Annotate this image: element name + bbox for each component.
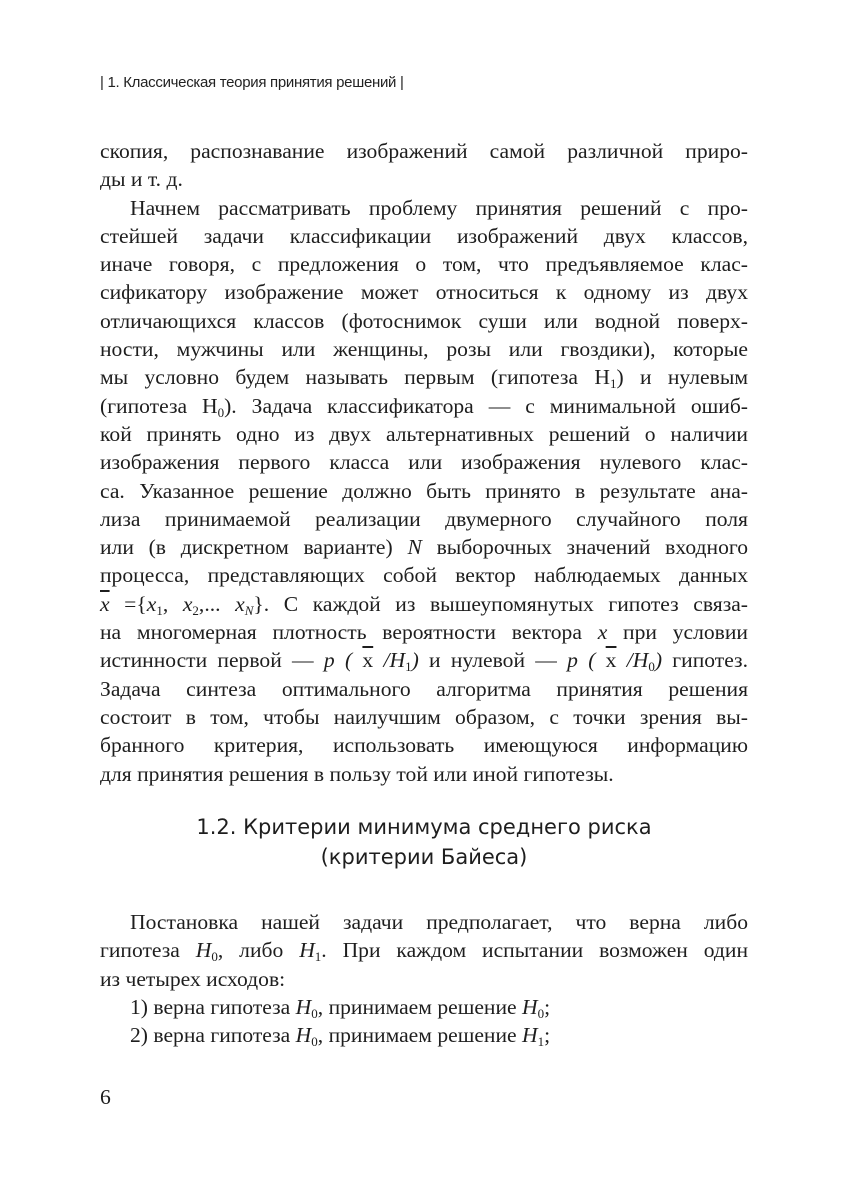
text-line: для принятия решения в пользу той или иной гипотезы. xyxy=(100,761,614,786)
subscript: 0 xyxy=(217,404,225,420)
paragraph-problem xyxy=(100,908,748,1049)
math-variable: H xyxy=(522,994,538,1019)
math-fragment: p ( xyxy=(323,648,363,673)
math-variable: H xyxy=(295,1023,312,1048)
subscript: 1 xyxy=(405,659,412,675)
text-line: са. Указанное решение должно быть принято в результате ана- xyxy=(100,478,748,503)
text-line xyxy=(100,618,748,646)
text-fragment: ) и нулевым xyxy=(616,365,748,390)
subscript: N xyxy=(244,602,254,618)
list-item xyxy=(100,993,748,1021)
text-fragment: выборочных значений входного xyxy=(421,535,748,560)
paragraph-continuation xyxy=(100,137,748,194)
text-line: скопия, распознавание изображений самой различной приро- xyxy=(100,139,748,163)
text-fragment: ={ xyxy=(109,591,147,616)
text-line: стейшей задачи классификации изображений двух классов, xyxy=(100,223,748,248)
math-variable: x xyxy=(146,591,157,616)
subscript: 0 xyxy=(537,1005,545,1021)
text-line xyxy=(100,646,748,674)
subscript: 2 xyxy=(192,602,199,618)
text-line: изображения первого класса или изображения нулевого клас- xyxy=(100,450,748,475)
text-line: из четырех исходов: xyxy=(100,966,286,991)
section-heading xyxy=(100,812,748,872)
text-fragment: ). Задача классификатора — с минимальной ошиб- xyxy=(224,393,748,418)
list-item xyxy=(100,1021,748,1049)
text-fragment: ; xyxy=(544,994,551,1019)
math-variable: H xyxy=(195,938,212,963)
text-line: бранного критерия, использовать имеющуюся информацию xyxy=(100,733,748,758)
text-fragment: гипотез. xyxy=(662,648,748,673)
math-fragment: ) xyxy=(654,648,663,673)
text-fragment: }. С каждой из вышеупомянутых гипотез связа- xyxy=(253,591,748,616)
subscript: 0 xyxy=(211,949,218,965)
running-head: | 1. Классическая теория принятия решений | xyxy=(100,74,404,91)
text-fragment: , xyxy=(162,591,183,616)
text-fragment: 2) верна гипотеза xyxy=(130,1023,296,1048)
text-fragment: истинности первой — xyxy=(100,648,324,673)
math-variable: H xyxy=(295,994,312,1019)
text-line: иначе говоря, с предложения о том, что предъявляемое клас- xyxy=(100,252,748,277)
text-line xyxy=(100,590,748,618)
text-fragment: , принимаем решение xyxy=(317,1023,523,1048)
text-line: Задача синтеза оптимального алгоритма принятия решения xyxy=(100,676,748,701)
text-line: ности, мужчины или женщины, розы или гвоздики), которые xyxy=(100,337,748,362)
text-line xyxy=(100,363,748,391)
math-fragment: /H xyxy=(616,648,649,673)
text-fragment: и нулевой — xyxy=(418,648,568,673)
text-fragment: . При каждом испытании возможен один xyxy=(321,938,748,963)
text-line xyxy=(100,533,748,561)
text-line: процесса, представляющих собой вектор наблюдаемых данных xyxy=(100,563,748,588)
subscript: 1 xyxy=(314,949,322,965)
text-line xyxy=(100,936,748,964)
subscript: 1 xyxy=(537,1034,545,1050)
page-number: 6 xyxy=(100,1085,111,1109)
text-fragment: ; xyxy=(544,1023,551,1048)
text-line: лиза принимаемой реализации двумерного случайного поля xyxy=(100,506,748,531)
text-fragment: на многомерная плотность вероятности вектора xyxy=(100,620,598,645)
math-vector: $\overline{x}$ xyxy=(362,648,374,673)
text-fragment: при условии xyxy=(607,620,748,645)
text-fragment: или (в дискретном варианте) xyxy=(100,535,408,560)
text-line: состоит в том, чтобы наилучшим образом, с точки зрения вы- xyxy=(100,704,748,729)
text-fragment: гипотеза xyxy=(100,938,196,963)
math-variable: H xyxy=(522,1023,538,1048)
text-line: Начнем рассматривать проблему принятия решений с про- xyxy=(130,195,748,220)
subscript: 1 xyxy=(609,376,617,392)
section-heading-line: 1.2. Критерии минимума среднего риска xyxy=(196,815,652,839)
text-fragment: 1) верна гипотеза xyxy=(130,994,296,1019)
math-variable: N xyxy=(407,535,422,560)
math-fragment: /H xyxy=(373,648,406,673)
text-fragment: ,... xyxy=(198,591,236,616)
text-fragment: , принимаем решение xyxy=(317,994,523,1019)
math-vector: $\overline{x}$ xyxy=(605,648,617,673)
subscript: 0 xyxy=(311,1005,318,1021)
math-variable: x xyxy=(597,620,608,645)
math-vector: $\overline{x}$ xyxy=(100,591,110,616)
subscript: 1 xyxy=(156,602,163,618)
math-variable: x xyxy=(182,591,193,616)
text-line xyxy=(100,392,748,420)
text-line: сификатору изображение может относиться к одному из двух xyxy=(100,280,748,305)
text-line: ды и т. д. xyxy=(100,167,183,192)
text-line: Постановка нашей задачи предполагает, что верна либо xyxy=(130,910,748,934)
math-fragment: ) xyxy=(411,648,419,673)
math-fragment: p ( xyxy=(567,648,606,673)
section-heading-line: (критерии Байеса) xyxy=(320,845,528,869)
text-fragment: , либо xyxy=(217,938,300,963)
subscript: 0 xyxy=(648,659,655,675)
text-line: кой принять одно из двух альтернативных решений о наличии xyxy=(100,421,748,446)
subscript: 0 xyxy=(311,1034,318,1050)
math-variable: H xyxy=(299,938,315,963)
text-fragment: (гипотеза H xyxy=(100,393,218,418)
paragraph-main xyxy=(100,194,748,788)
text-line: отличающихся классов (фотоснимок суши или водной поверх- xyxy=(100,308,748,333)
math-variable: x xyxy=(235,591,245,616)
text-fragment: мы условно будем называть первым (гипотеза H xyxy=(100,365,610,390)
